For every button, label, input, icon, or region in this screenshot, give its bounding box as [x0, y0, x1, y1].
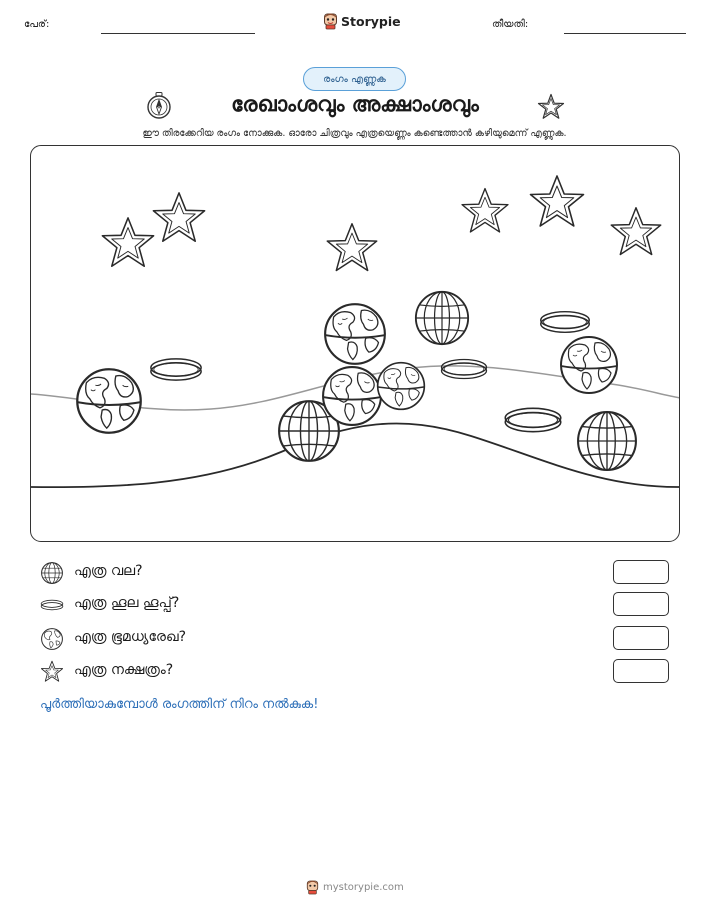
answer-box[interactable] — [613, 659, 669, 683]
answer-box[interactable] — [613, 592, 669, 616]
name-label: പേര്: — [24, 19, 50, 30]
question-text: എത്ര നക്ഷത്രം? — [74, 662, 174, 678]
grid-globe — [416, 292, 468, 344]
counting-scene — [30, 145, 680, 542]
star — [462, 189, 508, 232]
page-title: രേഖാംശവും അക്ഷാംശവും — [231, 92, 479, 116]
star — [327, 224, 376, 271]
question-row — [40, 659, 670, 685]
question-row — [40, 626, 670, 652]
star — [153, 193, 204, 241]
star — [611, 208, 660, 255]
hula-hoop — [441, 359, 486, 378]
hula-hoop — [541, 312, 590, 333]
star — [102, 218, 153, 266]
earth-globe — [77, 369, 140, 432]
date-line[interactable] — [564, 33, 686, 34]
question-text: എത്ര വല? — [74, 563, 143, 579]
question-text: എത്ര ഹൂല ഹൂപ്പ്? — [74, 595, 180, 611]
grid-globe-icon — [40, 561, 64, 585]
star — [531, 176, 584, 226]
compass-icon — [146, 92, 172, 120]
earth-globe — [378, 363, 425, 410]
storypie-mascot-icon — [306, 880, 319, 895]
brand-name: Storypie — [341, 14, 401, 29]
brand-logo — [323, 13, 401, 30]
instructions: ഈ തിരക്കേറിയ രംഗം നോക്കുക. ഓരോ ചിത്രവും എത്രയെണ്ണം കണ്ടെത്താൻ കഴിയുമെന്ന് എണ്ണുക. — [142, 128, 567, 139]
earth-globe — [323, 367, 381, 425]
website-footer — [306, 880, 404, 895]
earth-globe — [561, 337, 617, 393]
question-row — [40, 592, 670, 618]
earth-globe-icon — [40, 627, 64, 651]
hula-hoop — [151, 359, 201, 380]
name-line[interactable] — [101, 33, 255, 34]
date-label: തീയതി: — [492, 19, 529, 30]
website-url: mystorypie.com — [323, 882, 404, 893]
hoop-icon — [40, 593, 64, 617]
answer-box[interactable] — [613, 626, 669, 650]
star-icon — [537, 93, 565, 121]
star-icon — [40, 660, 64, 684]
hula-hoop — [505, 408, 560, 431]
answer-box[interactable] — [613, 560, 669, 584]
earth-globe — [325, 304, 385, 364]
coloring-note: പൂർത്തിയാകുമ്പോൾ രംഗത്തിന് നിറം നൽകുക! — [40, 697, 319, 712]
grid-globe — [578, 412, 636, 470]
question-row — [40, 560, 670, 586]
question-text: എത്ര ഭൂമധ്യരേഖ? — [74, 629, 187, 645]
activity-badge: രംഗം എണ്ണുക — [303, 67, 406, 91]
title-row — [0, 92, 709, 122]
storypie-mascot-icon — [323, 13, 338, 30]
